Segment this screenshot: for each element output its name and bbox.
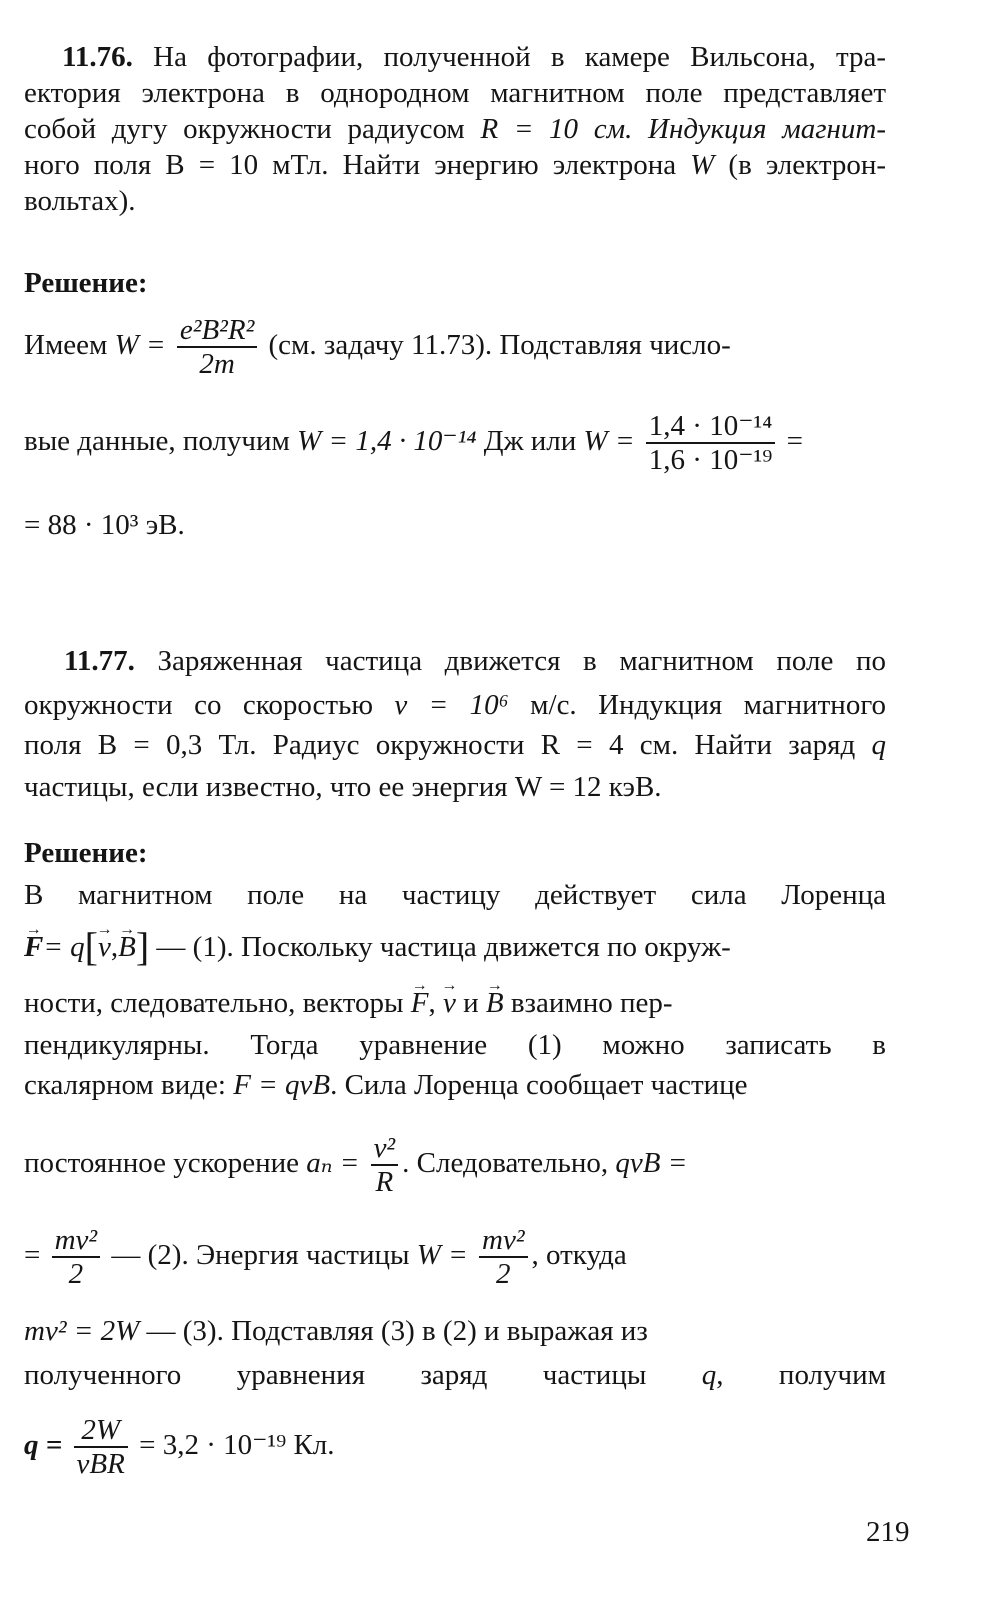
bracket-close: ] xyxy=(135,924,150,969)
fraction-numerator: 2W xyxy=(74,1414,128,1448)
equals-sign: = xyxy=(24,1239,41,1271)
problem-text: ного поля xyxy=(24,149,152,181)
solution-11-77-line-3: ности, следовательно, векторы → F, → v и → B взаимно пер- xyxy=(24,986,886,1020)
problem-text: Заряженная частица движется в магнитном поле по xyxy=(157,645,887,677)
fraction-numerator: mv² xyxy=(52,1224,101,1258)
formula-lhs: W = xyxy=(583,425,635,457)
fraction-denominator: 2 xyxy=(68,1258,84,1291)
solution-heading: Решение: xyxy=(24,837,148,869)
formula-text: F = qvB xyxy=(233,1069,331,1101)
formula-text: qvB = xyxy=(615,1147,688,1179)
solution-11-77-line-2: → F= q[→ v,→ B] — (1). Поскольку частица движется по окруж- xyxy=(24,930,886,964)
problem-number: 11.77. xyxy=(64,645,135,677)
fraction-denominator: vBR xyxy=(76,1448,125,1481)
formula-lhs: W = xyxy=(416,1239,468,1271)
solution-text: вые данные, получим xyxy=(24,425,290,457)
solution-11-77-line-1: В магнитном поле на частицу действует сила Лоренца xyxy=(24,879,886,911)
speed-value: v = 10⁶ xyxy=(394,689,509,721)
solution-text: постоянное ускорение xyxy=(24,1147,299,1179)
formula-text: = q xyxy=(43,931,85,963)
fraction-denominator: R xyxy=(375,1166,394,1199)
energy-symbol: W xyxy=(690,149,715,181)
solution-text: Дж или xyxy=(483,425,577,457)
formula-text: mv² = 2W xyxy=(24,1315,140,1347)
fraction-numerator: e²B²R² xyxy=(177,314,257,348)
solution-text: взаимно пер- xyxy=(510,987,673,1019)
problem-11-76-line-4 xyxy=(24,148,886,182)
velocity-vector: → v xyxy=(98,930,111,964)
solution-text: — (3). Подставляя (3) в (2) и выражая из xyxy=(146,1315,648,1347)
solution-text: Имеем xyxy=(24,329,108,361)
force-vector: → F xyxy=(24,930,43,964)
induction-vector: → B xyxy=(486,986,504,1020)
problem-text: поля xyxy=(24,729,82,761)
problem-11-76-line-1 xyxy=(62,40,886,74)
fraction-numerator: mv² xyxy=(479,1224,528,1258)
problem-number: 11.76. xyxy=(62,41,133,73)
solution-text: . Сила Лоренца сообщает частице xyxy=(330,1069,748,1101)
solution-11-76-line-2 xyxy=(24,396,886,486)
solution-text: . Следовательно, xyxy=(402,1147,609,1179)
solution-text: — (1). Поскольку частица движется по окруж- xyxy=(156,931,731,963)
fraction-denominator: 2 xyxy=(496,1258,511,1291)
solution-11-76-line-1 xyxy=(24,300,886,390)
solution-11-77-line-4: пендикулярны. Тогда уравнение (1) можно записать в xyxy=(24,1029,886,1061)
conversion-fraction xyxy=(646,410,776,476)
equals-sign: = xyxy=(786,425,803,457)
solution-text: (см. задачу 11.73). Подставляя число- xyxy=(268,329,731,361)
radius-value: R = 4 см. Найти заряд xyxy=(540,729,856,761)
solution-text: скалярном виде: xyxy=(24,1069,226,1101)
fraction-numerator: 1,4 · 10⁻¹⁴ xyxy=(646,410,776,444)
velocity-vector: → v xyxy=(443,986,456,1020)
charge-fraction xyxy=(74,1414,128,1480)
energy-value: W = 12 кэВ. xyxy=(514,771,662,803)
induction-value: B = 10 мТл. Найти энергию электрона xyxy=(165,149,677,181)
acceleration-fraction xyxy=(371,1132,399,1198)
problem-text: частицы, если известно, что ее энергия xyxy=(24,771,508,803)
charge-symbol: q xyxy=(701,1359,717,1391)
formula-lhs: aₙ = xyxy=(306,1147,360,1179)
energy-fraction xyxy=(177,314,257,380)
solution-heading: Решение: xyxy=(24,267,148,299)
solution-11-76-result: = 88 · 10³ эВ. xyxy=(24,509,185,541)
problem-11-77-line-4 xyxy=(24,770,662,804)
solution-11-77-line-5 xyxy=(24,1068,886,1102)
fraction-denominator: 1,6 · 10⁻¹⁹ xyxy=(648,444,773,477)
solution-text: , получим xyxy=(716,1359,886,1391)
solution-11-77-result xyxy=(24,1400,886,1490)
page-number: 219 xyxy=(866,1516,910,1548)
formula-lhs: q = xyxy=(24,1429,63,1461)
problem-11-77-line-2 xyxy=(24,688,886,722)
problem-text: м/с. Индукция магнитного xyxy=(530,689,887,721)
solution-text: полученного уравнения заряд частицы xyxy=(24,1359,647,1391)
charge-result: = 3,2 · 10⁻¹⁹ Кл. xyxy=(139,1429,335,1461)
solution-11-77-line-8 xyxy=(24,1314,886,1348)
energy-fraction xyxy=(479,1224,528,1290)
problem-11-76-line-2: ектория электрона в однородном магнитном поле представляет xyxy=(24,77,886,109)
solution-text: и xyxy=(463,987,479,1019)
force-vector: → F xyxy=(411,986,429,1020)
solution-11-77-line-7 xyxy=(24,1210,886,1300)
solution-text: ности, следовательно, векторы xyxy=(24,987,404,1019)
fraction-numerator: v² xyxy=(371,1132,399,1166)
induction-value: B = 0,3 Тл. Радиус окружности xyxy=(97,729,525,761)
problem-text: На фотографии, полученной в камере Вильсона, тра- xyxy=(153,41,887,73)
formula-lhs: W = xyxy=(114,329,166,361)
induction-vector: → B xyxy=(118,930,136,964)
problem-text: (в электрон- xyxy=(728,149,887,181)
kinetic-fraction xyxy=(52,1224,101,1290)
fraction-denominator: 2m xyxy=(199,348,235,381)
charge-symbol: q xyxy=(871,729,886,761)
problem-11-76-line-3 xyxy=(24,112,886,146)
problem-11-77-line-1 xyxy=(64,644,886,678)
problem-text: собой дугу окружности радиусом xyxy=(24,113,465,145)
solution-11-77-line-6 xyxy=(24,1118,886,1208)
radius-value: R = 10 см. Индукция магнит- xyxy=(480,113,887,145)
problem-11-77-line-3 xyxy=(24,728,886,762)
problem-11-76-line-5: вольтах). xyxy=(24,185,136,217)
solution-text: — (2). Энергия частицы xyxy=(111,1239,410,1271)
problem-text: окружности со скоростью xyxy=(24,689,373,721)
solution-text: , откуда xyxy=(531,1239,627,1271)
solution-11-77-line-9 xyxy=(24,1358,886,1392)
energy-joules: W = 1,4 · 10⁻¹⁴ xyxy=(297,425,477,457)
bracket-open: [ xyxy=(84,924,98,969)
